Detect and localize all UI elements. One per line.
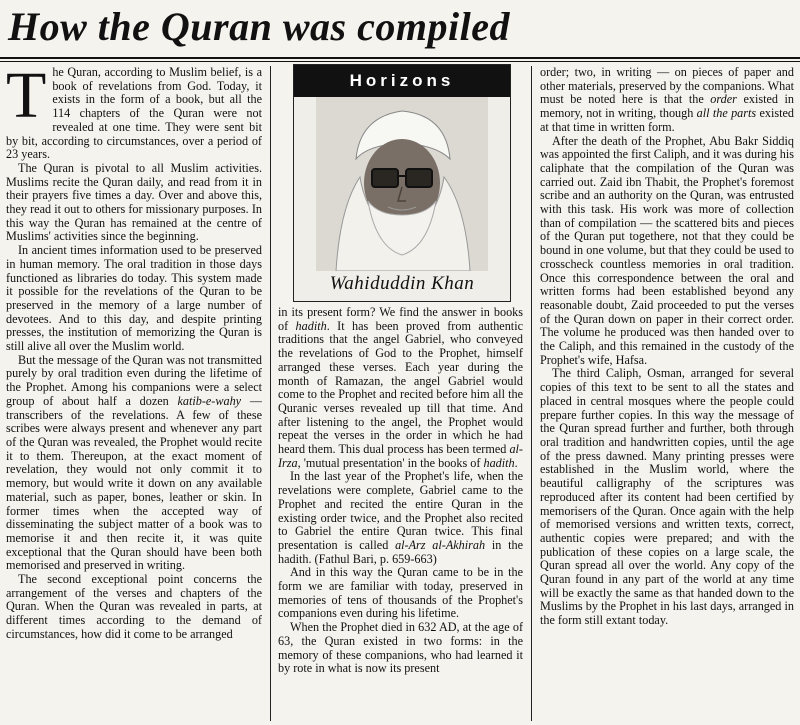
paragraph: But the message of the Quran was not transmitted purely by oral tradition even during the lifetime of the Prophet. Among his companions were a select group of about half a dozen katib-e-wahy — transcribers of the revelations. A few of these scribes were always present and whenever any part of the Quran was revealed, the Prophet would recite it to them. Thereupon, at the exact moment of revelation, they would not only commit it to memory, but would write it down on any available material, such as paper, bones, leather or skin. In former times when the accepted way of disseminating the subject matter of a book was to memorise it and then recite it, it was quite exceptional that the Quran should have been both memorised and preserved in writing. [6, 352, 262, 573]
paragraph: When the Prophet died in 632 AD, at the age of 63, the Quran existed in two forms: in the memory of these companions, who had learned it by rote in what is now its present [278, 620, 523, 676]
paragraph: order; two, in writing — on pieces of paper and other materials, preserved by the companions. What must be noted here is that the order existed in memory, not in writing, though all the parts existed at that time in written form. [540, 66, 794, 134]
paragraph: And in this way the Quran came to be in the form we are familiar with today, preserved in memories of tens of thousands of the Prophet's companions even during his lifetime. [278, 565, 523, 621]
column-divider [531, 66, 532, 721]
column-divider [270, 66, 271, 721]
author-byline: Wahiduddin Khan [329, 273, 475, 294]
paragraph: In the last year of the Prophet's life, when the revelations were complete, Gabriel came to the Prophet and recited the entire Quran in the existing order twice, and the Prophet also recited to Gabriel the entire Quran twice. This final presentation is called al-Arz al-Akhirah in the hadith. (Fathul Bari, p. 659-663) [278, 469, 523, 566]
paragraph: in its present form? We find the answer in books of hadith. It has been proved from authentic traditions that the angel Gabriel, who conveyed the revelations of God to the Prophet, himself arranged these verses. Each year during the month of Ramazan, the angel Gabriel would come to the Prophet and recited before him all the Quranic verses revealed up till that time. And after listening to the angel, the Prophet would repeat the verses in the order in which he had heard them. This dual process has been termed al-Irza, 'mutual presentation' in the books of hadith. [278, 306, 523, 470]
paragraph: After the death of the Prophet, Abu Bakr Siddiq was appointed the first Caliph, and it was during his caliphate that the compilation of the Quran was carried out. Zaid ibn Thabit, the Prophet's foremost scribe and an authority on the Quran, was entrusted with this task. His work was more of collection than of compilation — the scattered bits and pieces of the Quran put togethere, not that they could be bound in one volume, but that they could be used to crosscheck countless memories in oral tradition. Once this correspondence between the oral and written forms had been established beyond any reasonable doubt, Zaid proceeded to put the verses of the Quran down on paper in their correct order. The volume he produced was then handed over to the Caliph, and this remained in the custody of the Prophet's wife, Hafsa. [540, 133, 794, 367]
drop-cap: T [6, 66, 47, 132]
article-column-2 [278, 306, 523, 725]
portrait-illustration [316, 97, 488, 271]
author-portrait-box [293, 64, 511, 302]
author-photo [316, 97, 488, 271]
paragraph: In ancient times information used to be preserved in human memory. The oral tradition in those days functioned as libraries do today. This system made it possible for the revelations of the Quran to be preserved in the memory of a large number of devotees. And to this day, and despite printing presses, the institution of memorizing the Quran is still alive all over the Muslim world. [6, 243, 262, 354]
headline: How the Quran was compiled [8, 4, 510, 49]
article-column-1 [6, 66, 262, 725]
headline-rule-thin [0, 61, 800, 62]
paragraph: The Quran is pivotal to all Muslim activities. Muslims recite the Quran daily, and read from it in their prayers five times a day. Over and above this, they read it out to others for missionary purposes. In this way the Quran has remained at the centre of Muslims' activities since the beginning. [6, 160, 262, 244]
paragraph: The third Caliph, Osman, arranged for several copies of this text to be sent to all the states and placed in central mosques where the people could prepare further copies. In this way the message of the Quran spread further and further, both through oral tradition and handwritten copies, until the age of the press dawned. Many printing presses were established in the Muslim world, where the beautiful calligraphy of the scriptures was reproduced after its content had been certified by memorisers of the Quran. Once again with the help of memorised versions and written texts, correct, authentic copies were prepared; and with the publication of these copies on a large scale, the Quran spread all over the world. Any copy of the Quran found in any part of the world at any time will be exactly the same as that handed down to the Muslims by the Prophet in his last days, arranged in the form still extant today. [540, 366, 794, 628]
paragraph: The second exceptional point concerns the arrangement of the verses and chapters of the Quran. When the Quran was revealed in parts, at different times according to the demand of circumstances, how did it come to be arranged [6, 572, 262, 641]
paragraph: The Quran, according to Muslim belief, is a book of revelations from God. Today, it exists in the form of a book, but all the 114 chapters of the Quran were not revealed at one time. They were sent bit by bit, according to circumstances, over a period of 23 years. [6, 66, 262, 162]
article-column-3 [540, 66, 794, 725]
headline-rule [0, 57, 800, 59]
section-banner: Horizons [294, 65, 510, 97]
